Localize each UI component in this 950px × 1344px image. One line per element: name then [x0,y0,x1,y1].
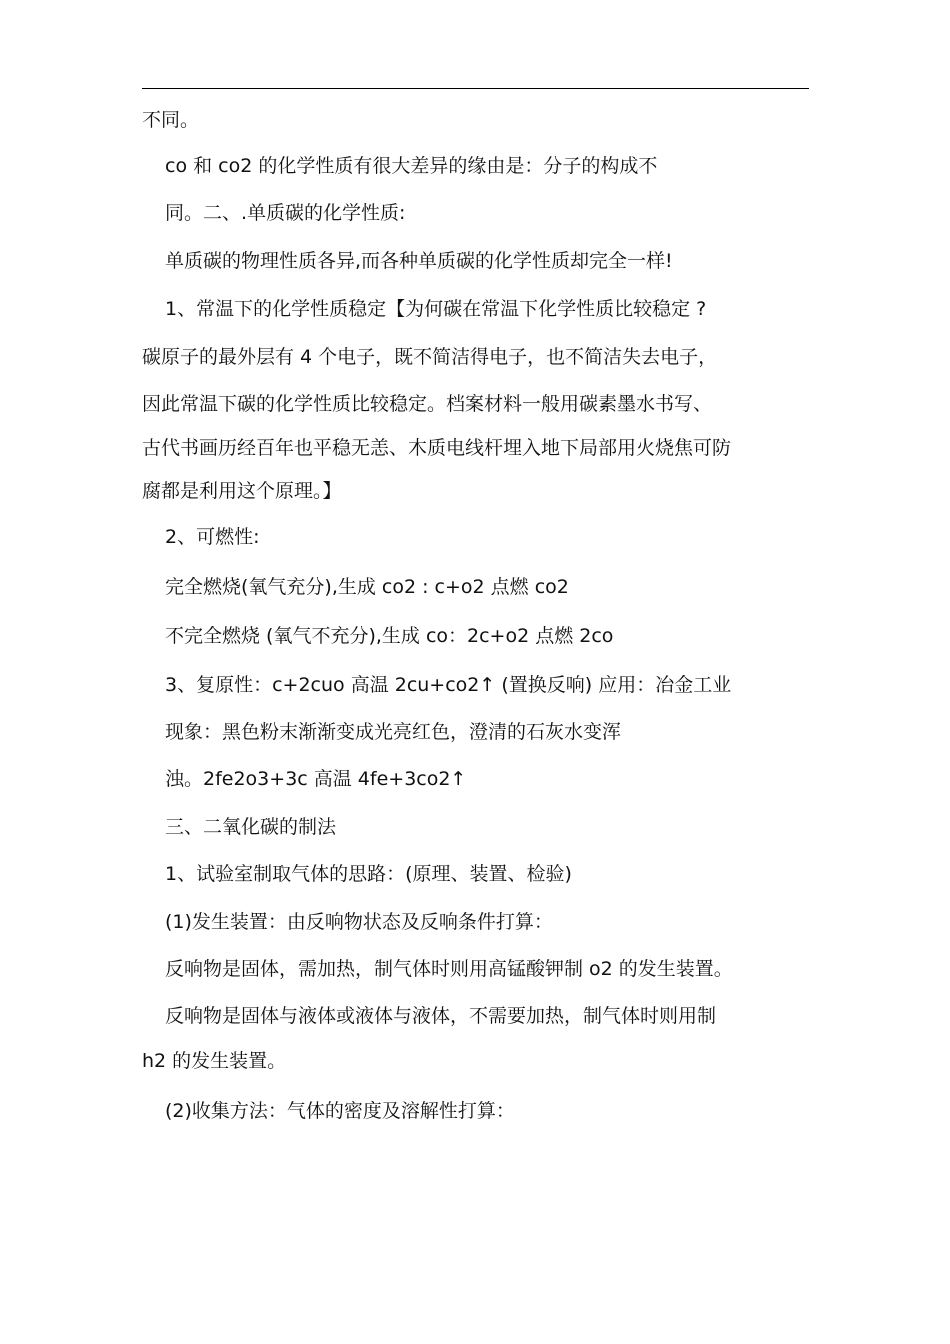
section-heading: 三、二氧化碳的制法 [165,816,337,838]
text-line: 古代书画历经百年也平稳无恙、木质电线杆埋入地下局部用火烧焦可防 [142,437,732,459]
text-line: 2、可燃性: [165,526,260,548]
text-line: 不同。 [142,109,200,131]
text-line: 完全燃烧(氧气充分),生成 co2 : c+o2 点燃 co2 [165,576,569,598]
text-line: 不完全燃烧 (氧气不充分),生成 co：2c+o2 点燃 2co [165,625,614,647]
text-line: co 和 co2 的化学性质有很大差异的缘由是：分子的构成不 [165,155,658,177]
text-line: 1、试验室制取气体的思路：(原理、装置、检验) [165,863,572,885]
text-line: 碳原子的最外层有 4 个电子，既不简洁得电子，也不简洁失去电子， [142,346,718,368]
text-line: 同。二、.单质碳的化学性质: [165,202,406,224]
text-line: 浊。2fe2o3+3c 高温 4fe+3co2↑ [165,768,467,790]
text-line: 1、常温下的化学性质稳定【为何碳在常温下化学性质比较稳定 ? [165,298,707,320]
header-rule [142,88,809,89]
text-line: 3、复原性：c+2cuo 高温 2cu+co2↑ (置换反响) 应用：冶金工业 [165,674,732,696]
text-line: 反响物是固体与液体或液体与液体，不需要加热，制气体时则用制 [165,1005,717,1027]
text-line: 因此常温下碳的化学性质比较稳定。档案材料一般用碳素墨水书写、 [142,393,713,415]
text-line: 现象：黑色粉末渐渐变成光亮红色，澄清的石灰水变浑 [165,721,622,743]
text-line: (2)收集方法：气体的密度及溶解性打算： [165,1100,515,1122]
text-line: 反响物是固体，需加热，制气体时则用高锰酸钾制 o2 的发生装置。 [165,958,733,980]
text-line: 单质碳的物理性质各异,而各种单质碳的化学性质却完全一样! [165,250,673,272]
text-line: (1)发生装置：由反响物状态及反响条件打算： [165,911,553,933]
text-line: 腐都是利用这个原理。】 [142,480,342,502]
text-line: h2 的发生装置。 [142,1050,287,1072]
